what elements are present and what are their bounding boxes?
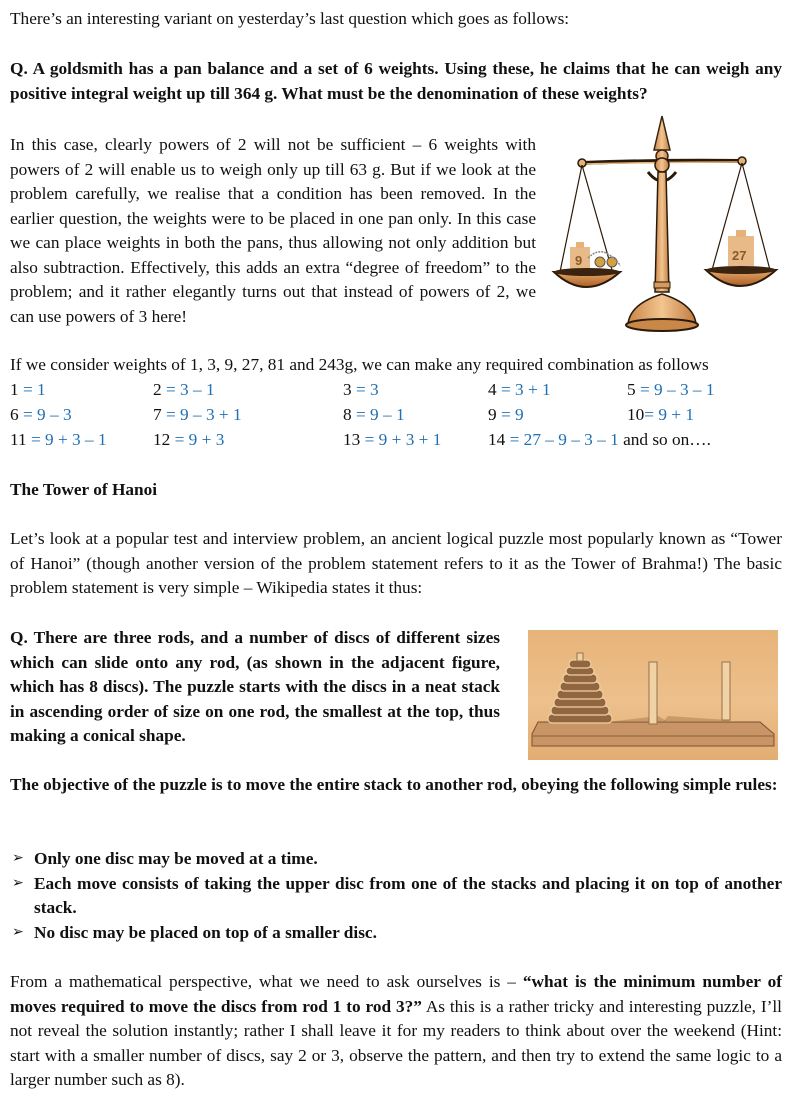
combination-row	[10, 378, 782, 402]
combination-cell: 4 = 3 + 1	[488, 380, 551, 399]
combination-cell: 9 = 9	[488, 405, 524, 424]
balance-scale-figure	[548, 112, 784, 338]
paragraph-powers-of-three: In this case, clearly powers of 2 will not be sufficient – 6 weights with powers of 2 will enable us to weigh only up till 63 g. But if we look at the problem carefully, we realise that a condition has been removed. In the earlier question, the weights were to be placed in one pan only. In this case we can place weights in both the pans, thus allowing not only addition but also subtraction. Effectively, this adds an extra “degree of freedom” to the problem; and it rather elegantly turns out that instead of powers of 2, we can use powers of 3 here!	[10, 135, 536, 326]
paragraph-tower-intro: Let’s look at a popular test and interview problem, an ancient logical puzzle most popularly known as “Tower of Hanoi” (though another version of the problem statement refers to it as the Tower of Brahma!) The basic problem statement is very simple – Wikipedia states it thus:	[10, 529, 782, 597]
combination-cell: 13 = 9 + 3 + 1	[343, 430, 442, 449]
rule-item: ➢ Only one disc may be moved at a time.	[10, 847, 782, 872]
rule-item: ➢ No disc may be placed on top of a smaller disc.	[10, 921, 782, 946]
combination-cell: 1 = 1	[10, 380, 46, 399]
question-tower: Q. There are three rods, and a number of discs of different sizes which can slide onto any rod, (as shown in the adjacent figure, which has 8 discs). The puzzle starts with the discs in a neat stack in ascending order of size on one rod, the smallest at the top, thus making a conical shape.	[10, 628, 500, 745]
combination-row	[10, 403, 782, 427]
combination-cell: 10= 9 + 1	[627, 405, 695, 424]
arrow-bullet-icon: ➢	[12, 851, 24, 866]
section-title-tower-of-hanoi: The Tower of Hanoi	[10, 480, 158, 499]
arrow-bullet-icon: ➢	[12, 924, 24, 940]
closing-paragraph: From a mathematical perspective, what we need to ask ourselves is – “what is the minimum number of moves required to move the discs from rod 1 to rod 3?” As this is a rather tricky and interesting puzzle, I’ll not reveal the solution instantly; rather I shall leave it for my readers to think about over the weekend (Hint: start with a smaller number of discs, say 2 or 3, observe the pattern, and then try to extend the same logic to a larger number such as 8).	[10, 972, 782, 1089]
combination-row	[10, 428, 782, 452]
balance-scale-icon	[548, 112, 784, 338]
combination-cell: 6 = 9 – 3	[10, 405, 72, 424]
combination-cell: 8 = 9 – 1	[343, 405, 405, 424]
combination-cell: 5 = 9 – 3 – 1	[627, 380, 715, 399]
closing-question: “what is the minimum number of moves required to move the discs from rod 1 to rod 3?”	[10, 972, 782, 1016]
arrow-bullet-icon: ➢	[12, 875, 24, 891]
tower-of-hanoi-icon	[528, 630, 778, 760]
combination-cell: 11 = 9 + 3 – 1	[10, 430, 107, 449]
question-goldsmith: Q. A goldsmith has a pan balance and a set of 6 weights. Using these, he claims that he can weigh any positive integral weight up till 364 g. What must be the denomination of these weights?	[10, 59, 782, 103]
combination-cell: 14 = 27 – 9 – 3 – 1 and so on….	[488, 430, 711, 449]
combination-cell: 3 = 3	[343, 380, 379, 399]
rule-item: ➢ Each move consists of taking the upper disc from one of the stacks and placing it on top of another stack.	[12, 873, 782, 917]
combination-cell: 2 = 3 – 1	[153, 380, 215, 399]
combination-cell: 12 = 9 + 3	[153, 430, 225, 449]
right-weight-label: 27	[732, 248, 747, 263]
combinations-tail: and so on….	[623, 430, 711, 449]
left-weight-label: 9	[575, 253, 583, 268]
tower-of-hanoi-figure	[528, 630, 778, 760]
intro-text: There’s an interesting variant on yesterday’s last question which goes as follows:	[10, 9, 570, 28]
rules-list	[10, 847, 782, 945]
paragraph-weights: If we consider weights of 1, 3, 9, 27, 81 and 243g, we can make any required combination as follows	[10, 355, 709, 374]
objective-text: The objective of the puzzle is to move the entire stack to another rod, obeying the following simple rules:	[10, 775, 778, 794]
combination-cell: 7 = 9 – 3 + 1	[153, 405, 242, 424]
